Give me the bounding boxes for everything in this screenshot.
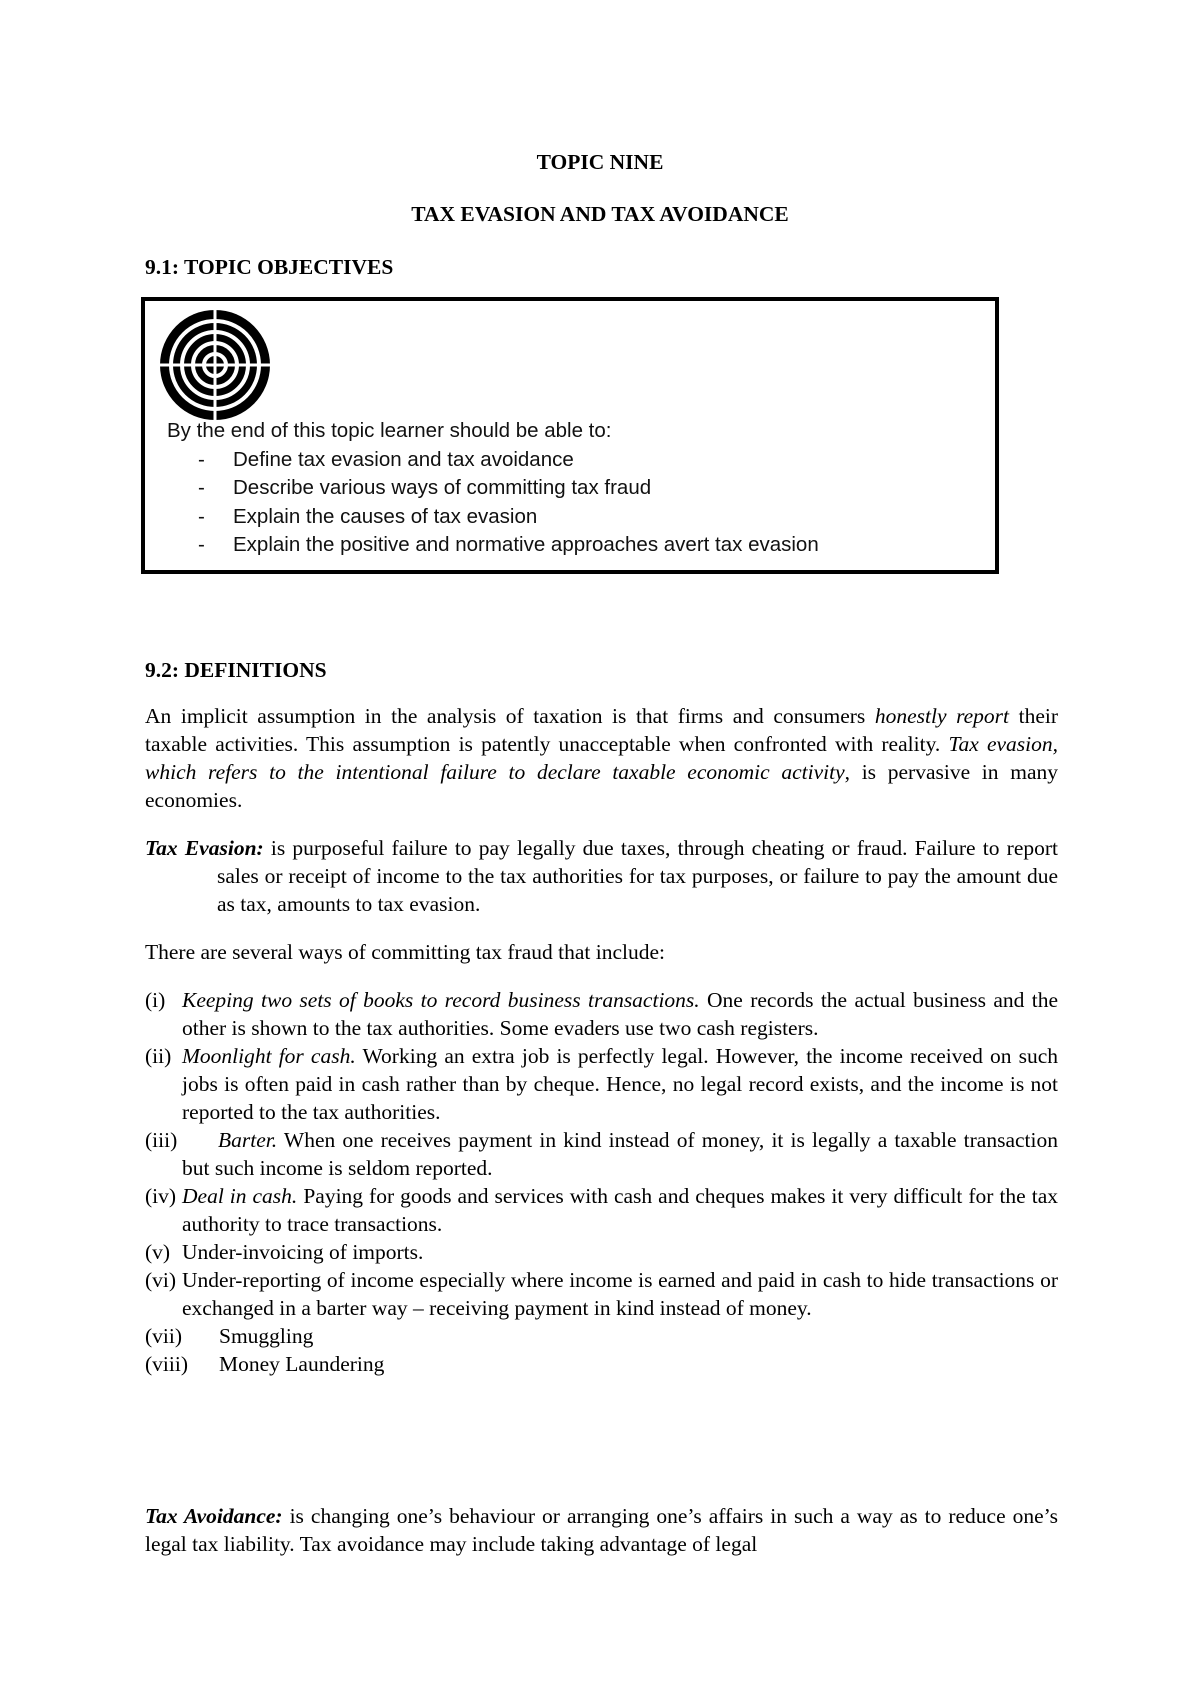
list-item: - Explain the causes of tax evasion [198, 504, 538, 528]
list-item: (iii) Barter. When one receives payment in kind instead of money, it is legally a taxable transaction but such income is seldom reported. [145, 1128, 1058, 1180]
tax-avoidance-text: is changing one’s behaviour or arranging one’s affairs in such a way as to reduce one’s legal tax liability. Tax avoidance may include taking advantage of legal [145, 1504, 1058, 1556]
list-item: (vi) Under-reporting of income especially where income is earned and paid in cash to hide transactions or exchanged in a barter way – receiving payment in kind instead of money. [145, 1268, 1058, 1320]
topic-title: TAX EVASION AND TAX AVOIDANCE [411, 202, 789, 226]
list-item: (i) Keeping two sets of books to record business transactions. One records the actual business and the other is shown to the tax authorities. Some evaders use two cash registers. [145, 988, 1059, 1040]
list-item: (ii) Moonlight for cash. Working an extra job is perfectly legal. However, the income received on such jobs is often paid in cash rather than by cheque. Hence, no legal record exists, and the income is not reported to the tax authorities. [145, 1044, 1058, 1124]
topic-number: TOPIC NINE [536, 150, 664, 174]
tax-evasion-text: is purposeful failure to pay legally due taxes, through cheating or fraud. Failure to report sales or receipt of income to the tax authorities for tax purposes, or failure to pay the amount due as tax, amounts to tax evasion. [217, 836, 1059, 916]
objectives-list [167, 417, 967, 560]
list-item: (v) Under-invoicing of imports. [145, 1240, 424, 1264]
tax-evasion-definition [145, 834, 1058, 918]
objectives-heading: 9.1: TOPIC OBJECTIVES [145, 255, 394, 279]
ways-intro: There are several ways of committing tax fraud that include: [145, 940, 665, 964]
list-item: - Explain the positive and normative approaches avert tax evasion [198, 533, 819, 556]
tax-avoidance-term: Tax Avoidance: [145, 1504, 283, 1528]
list-item: - Describe various ways of committing tax fraud [198, 476, 652, 499]
tax-evasion-term: Tax Evasion: [145, 836, 264, 860]
list-item: - Define tax evasion and tax avoidance [198, 447, 574, 471]
objectives-intro: By the end of this topic learner should be able to: [167, 419, 612, 442]
target-icon [159, 309, 271, 421]
objectives-box [141, 297, 999, 574]
intro-paragraph: An implicit assumption in the analysis of taxation is that firms and consumers honestly report their taxable activities. This assumption is patently unacceptable when confronted with reality. Tax evasion, which refers to the intentional failure to declare taxable economic activity, is pervasive in many economies. [145, 704, 1059, 812]
definitions-heading: 9.2: DEFINITIONS [145, 658, 327, 682]
list-item: (vii) Smuggling [145, 1324, 314, 1348]
list-item: (iv) Deal in cash. Paying for goods and services with cash and cheques makes it very difficult for the tax authority to trace transactions. [145, 1184, 1058, 1236]
list-item: (viii) Money Laundering [145, 1352, 385, 1376]
tax-avoidance-definition [145, 1502, 1058, 1558]
ways-list [145, 986, 1058, 1378]
